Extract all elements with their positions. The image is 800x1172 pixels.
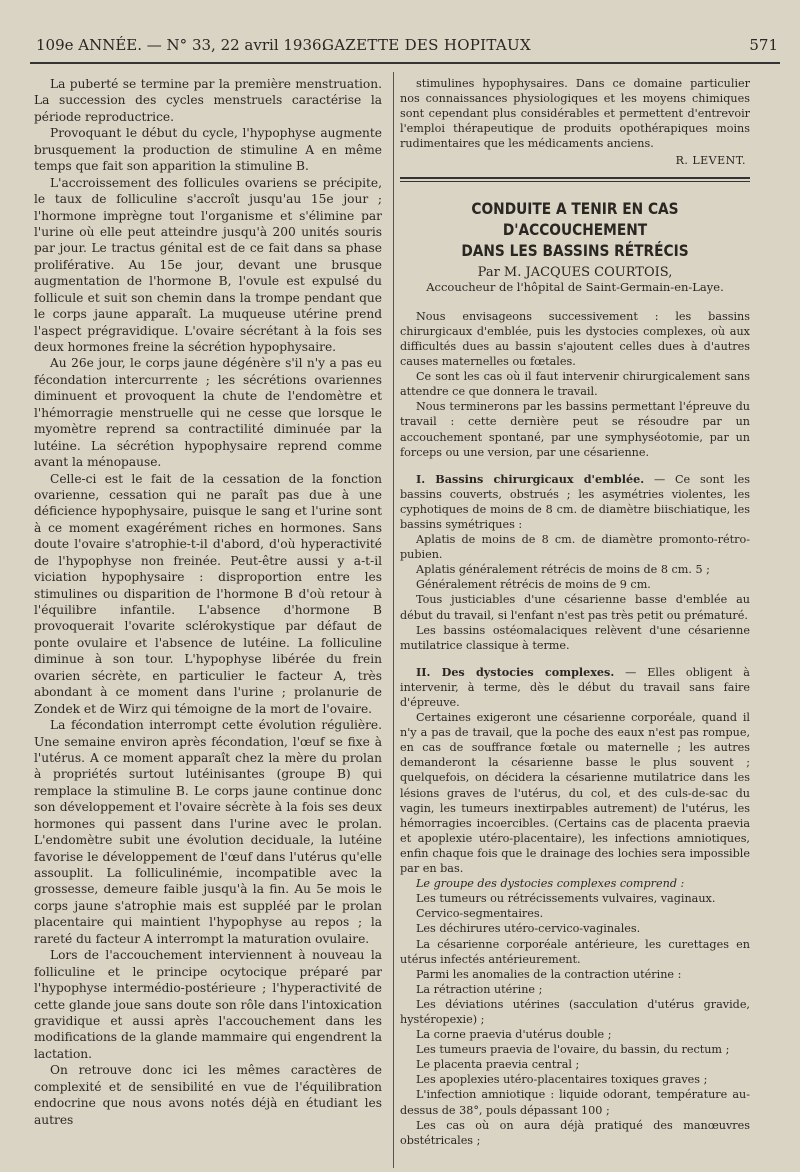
article-author: Par M. JACQUES COURTOIS, (477, 264, 673, 280)
paragraph: Celle-ci est le fait de la cessation de la fonction ovarienne, cessation qui ne paraît pas due à une déficience hypophysaire, puisque le sang et l'urine sont à ce moment exagérément riches en hormones. Sans doute l'ovaire s'atrophie-t-il d'abord, d'où hyperactivité de l'hypophyse non freinée. Peut-être aussi y a-t-il viciation hypophysaire : disproportion entre les stimulines ou disparition de l'hormone B d'où retour à l'équilibre infantile. L'absence d'hormone B provoquerait l'ovarite sclérokystique par défaut de ponte ovulaire et l'absence de lutéine. La folliculine diminue à son tour. L'hypophyse libérée du frein ovarien sécrète, en particulier le facteur A, très abondant à ce moment dans l'urine ; prolanurie de Zondek et de Wirz qui témoigne de la mort de l'ovaire. (34, 471, 382, 716)
section-lead-text: — Elles obligent à intervenir, à terme, dès le début du travail sans faire d'épreuve. (400, 665, 750, 709)
list-item: Le groupe des dystocies complexes comprend : (416, 877, 685, 891)
paragraph: La fécondation interrompt cette évolution régulière. Une semaine environ après fécondation, l'œuf se fixe à l'utérus. A ce moment apparaît chez la mère du prolan à propriétés surtout lutéinisantes (groupe B) qui remplace la stimuline B. Le corps jaune continue donc son développement et l'ovaire sécrète à la fois ses deux hormones qui passent dans l'urine avec le prolan. L'endomètre subit une évolution deciduale, la lutéine favorise le développement de l'œuf dans l'utérus qu'elle assouplit. La folliculinémie, incompatible avec la grossesse, demeure faible jusqu'à la fin. Au 5e mois le corps jaune s'atrophie mais est suppléé par le prolan placentaire qui maintient l'hypophyse au repos ; la rareté du facteur A interrompt la maturation ovulaire. (34, 718, 382, 946)
list-item: Les apoplexies utéro-placentaires toxiques graves ; (416, 1073, 708, 1087)
list-item: Les cas où on aura déjà pratiqué des manœuvres obstétricales ; (400, 1118, 750, 1147)
paragraph: On retrouve donc ici les mêmes caractères de complexité et de sensibilité en vue de l'équilibration endocrine que nous avons notés déjà en étudiant les autres (34, 1063, 382, 1127)
paragraph: Ce sont les cas où il faut intervenir chirurgicalement sans attendre ce que donnera le travail. (400, 370, 750, 399)
paragraph: Au 26e jour, le corps jaune dégénère s'il n'y a pas eu fécondation intercurrente ; les sécrétions ovariennes diminuent et provoquent la chute de l'endomètre et l'hémorragie menstruelle qui ne cesse que lorsque le myomètre reprend sa contractilité diminuée par la lutéine. La sécrétion hypophysaire reprend comme avant la ménopause. (34, 356, 382, 470)
list-item: Les déviations utérines (sacculation d'utérus gravide, hystéropexie) ; (400, 997, 750, 1026)
page-header (30, 34, 778, 58)
list-item: Aplatis de moins de 8 cm. de diamètre promonto-rétro-pubien. (400, 533, 750, 562)
list-item: Aplatis généralement rétrécis de moins de 8 cm. 5 ; (416, 563, 710, 577)
list-item: Les déchirures utéro-cervico-vaginales. (416, 922, 641, 936)
paragraph: stimulines hypophysaires. Dans ce domaine particulier nos connaissances physiologiques et les moyens chimiques sont cependant plus considérables et permettent d'entrevoir l'emploi thérapeutique de produits opothérapiques moins rudimentaires que les médicaments anciens. (400, 77, 750, 151)
list-item: Généralement rétrécis de moins de 9 cm. (416, 578, 651, 592)
list-item: La corne praevia d'utérus double ; (416, 1028, 612, 1042)
author-affiliation: Accoucheur de l'hôpital de Saint-Germain-en-Laye. (426, 279, 724, 294)
journal-title: GAZETTE DES HOPITAUX (322, 36, 531, 54)
right-column (400, 76, 750, 1148)
list-item: L'infection amniotique : liquide odorant, température au-dessus de 38°, pouls dépassant 100 ; (400, 1088, 750, 1117)
paragraph: La puberté se termine par la première menstruation. La succession des cycles menstruels caractérise la période reproductrice. (34, 77, 382, 124)
paragraph: Nous envisageons successivement : les bassins chirurgicaux d'emblée, puis les dystocies complexes, où aux difficultés dues au bassin s'ajoutent celles dues à d'autres causes maternelles ou fœtales. (400, 309, 750, 369)
section-2-lead (400, 665, 750, 710)
paragraph: L'accroissement des follicules ovariens se précipite, le taux de folliculine s'accroît jusqu'au 15e jour ; l'hormone imprègne tout l'organisme et s'élimine par l'urine où elle peut atteindre jusqu'à 200 unités souris par jour. Le tractus génital est de ce fait dans sa phase proliférative. Au 15e jour, devant une brusque augmentation de l'hormone B, l'ovule est expulsé du follicule et suit son chemin dans la trompe pendant que le corps jaune apparaît. La muqueuse utérine prend l'aspect prégravidique. L'ovaire sécrétant à la fois ses deux hormones freine la sécrétion hypophysaire. (34, 175, 382, 354)
list-item: Les tumeurs ou rétrécissements vulvaires, vaginaux. (416, 892, 716, 906)
list-item: Les tumeurs praevia de l'ovaire, du bassin, du rectum ; (416, 1043, 730, 1057)
paragraph: Certaines exigeront une césarienne corporéale, quand il n'y a pas de travail, que la poche des eaux n'est pas rompue, en cas de souffrance fœtale ou maternelle ; les autres demanderont la césarienne basse le plus souvent ; quelquefois, on décidera la césarienne mutilatrice dans les lésions graves de l'utérus, du col, et des culs-de-sac du vagin, les tumeurs inextirpables autrement) de l'utérus, les hémorragies incoercibles. (Certains cas de placenta praevia et apoplexie utéro-placentaire), les infections amniotiques, enfin chaque fois que le drainage des lochies sera impossible par en bas. (400, 711, 750, 876)
issue-line: 109e ANNÉE. — N° 33, 22 avril 1936. (36, 36, 327, 54)
list-item: Tous justiciables d'une césarienne basse d'emblée au début du travail, si l'enfant n'est pas très petit ou prématuré. (400, 593, 750, 622)
section-lead-text: — Ce sont les bassins couverts, obstrués ; les asymétries violentes, les cyphotiques de moins de 8 cm. de diamètre biischiatique, les bassins symétriques : (400, 472, 750, 531)
list-item: Cervico-segmentaires. (416, 907, 544, 921)
section-heading: I. Bassins chirurgicaux d'emblée. (416, 471, 645, 486)
list-item: La césarienne corporéale antérieure, les curettages en utérus infectés antérieurement. (400, 937, 750, 966)
article-title-line-1: CONDUITE A TENIR EN CAS D'ACCOUCHEMENT (471, 198, 679, 239)
list-item: Le placenta praevia central ; (416, 1058, 580, 1072)
section-1-lead (400, 472, 750, 532)
list-item: La rétraction utérine ; (416, 982, 543, 996)
paragraph: Nous terminerons par les bassins permettant l'épreuve du travail : cette dernière peut se résoudre par un accouchement spontané, par une symphyséotomie, par un forceps ou une version, par une césarienne. (400, 400, 750, 459)
list-item: Parmi les anomalies de la contraction utérine : (416, 967, 682, 981)
article-title-line-2: DANS LES BASSINS RÉTRÉCIS (461, 240, 689, 260)
column-divider (393, 72, 394, 1168)
article-separator (400, 177, 750, 182)
left-column (34, 76, 382, 1128)
paragraph: Lors de l'accouchement interviennent à nouveau la folliculine et le principe ocytocique préparé par l'hypophyse intermédio-postérieure ; l'hyperactivité de cette glande joue sans doute son rôle dans l'intoxication gravidique et aussi après l'accouchement dans les modifications de la glande mammaire qui engendrent la lactation. (34, 948, 382, 1061)
signature: R. LEVENT. (675, 154, 746, 168)
paragraph: Provoquant le début du cycle, l'hypophyse augmente brusquement la production de stimuline A en même temps que fait son apparition la stimuline B. (34, 126, 382, 174)
section-heading: II. Des dystocies complexes. (416, 664, 615, 679)
header-rule (30, 62, 780, 64)
list-item: Les bassins ostéomalaciques relèvent d'une césarienne mutilatrice classique à terme. (400, 623, 750, 652)
page-number: 571 (749, 36, 778, 54)
